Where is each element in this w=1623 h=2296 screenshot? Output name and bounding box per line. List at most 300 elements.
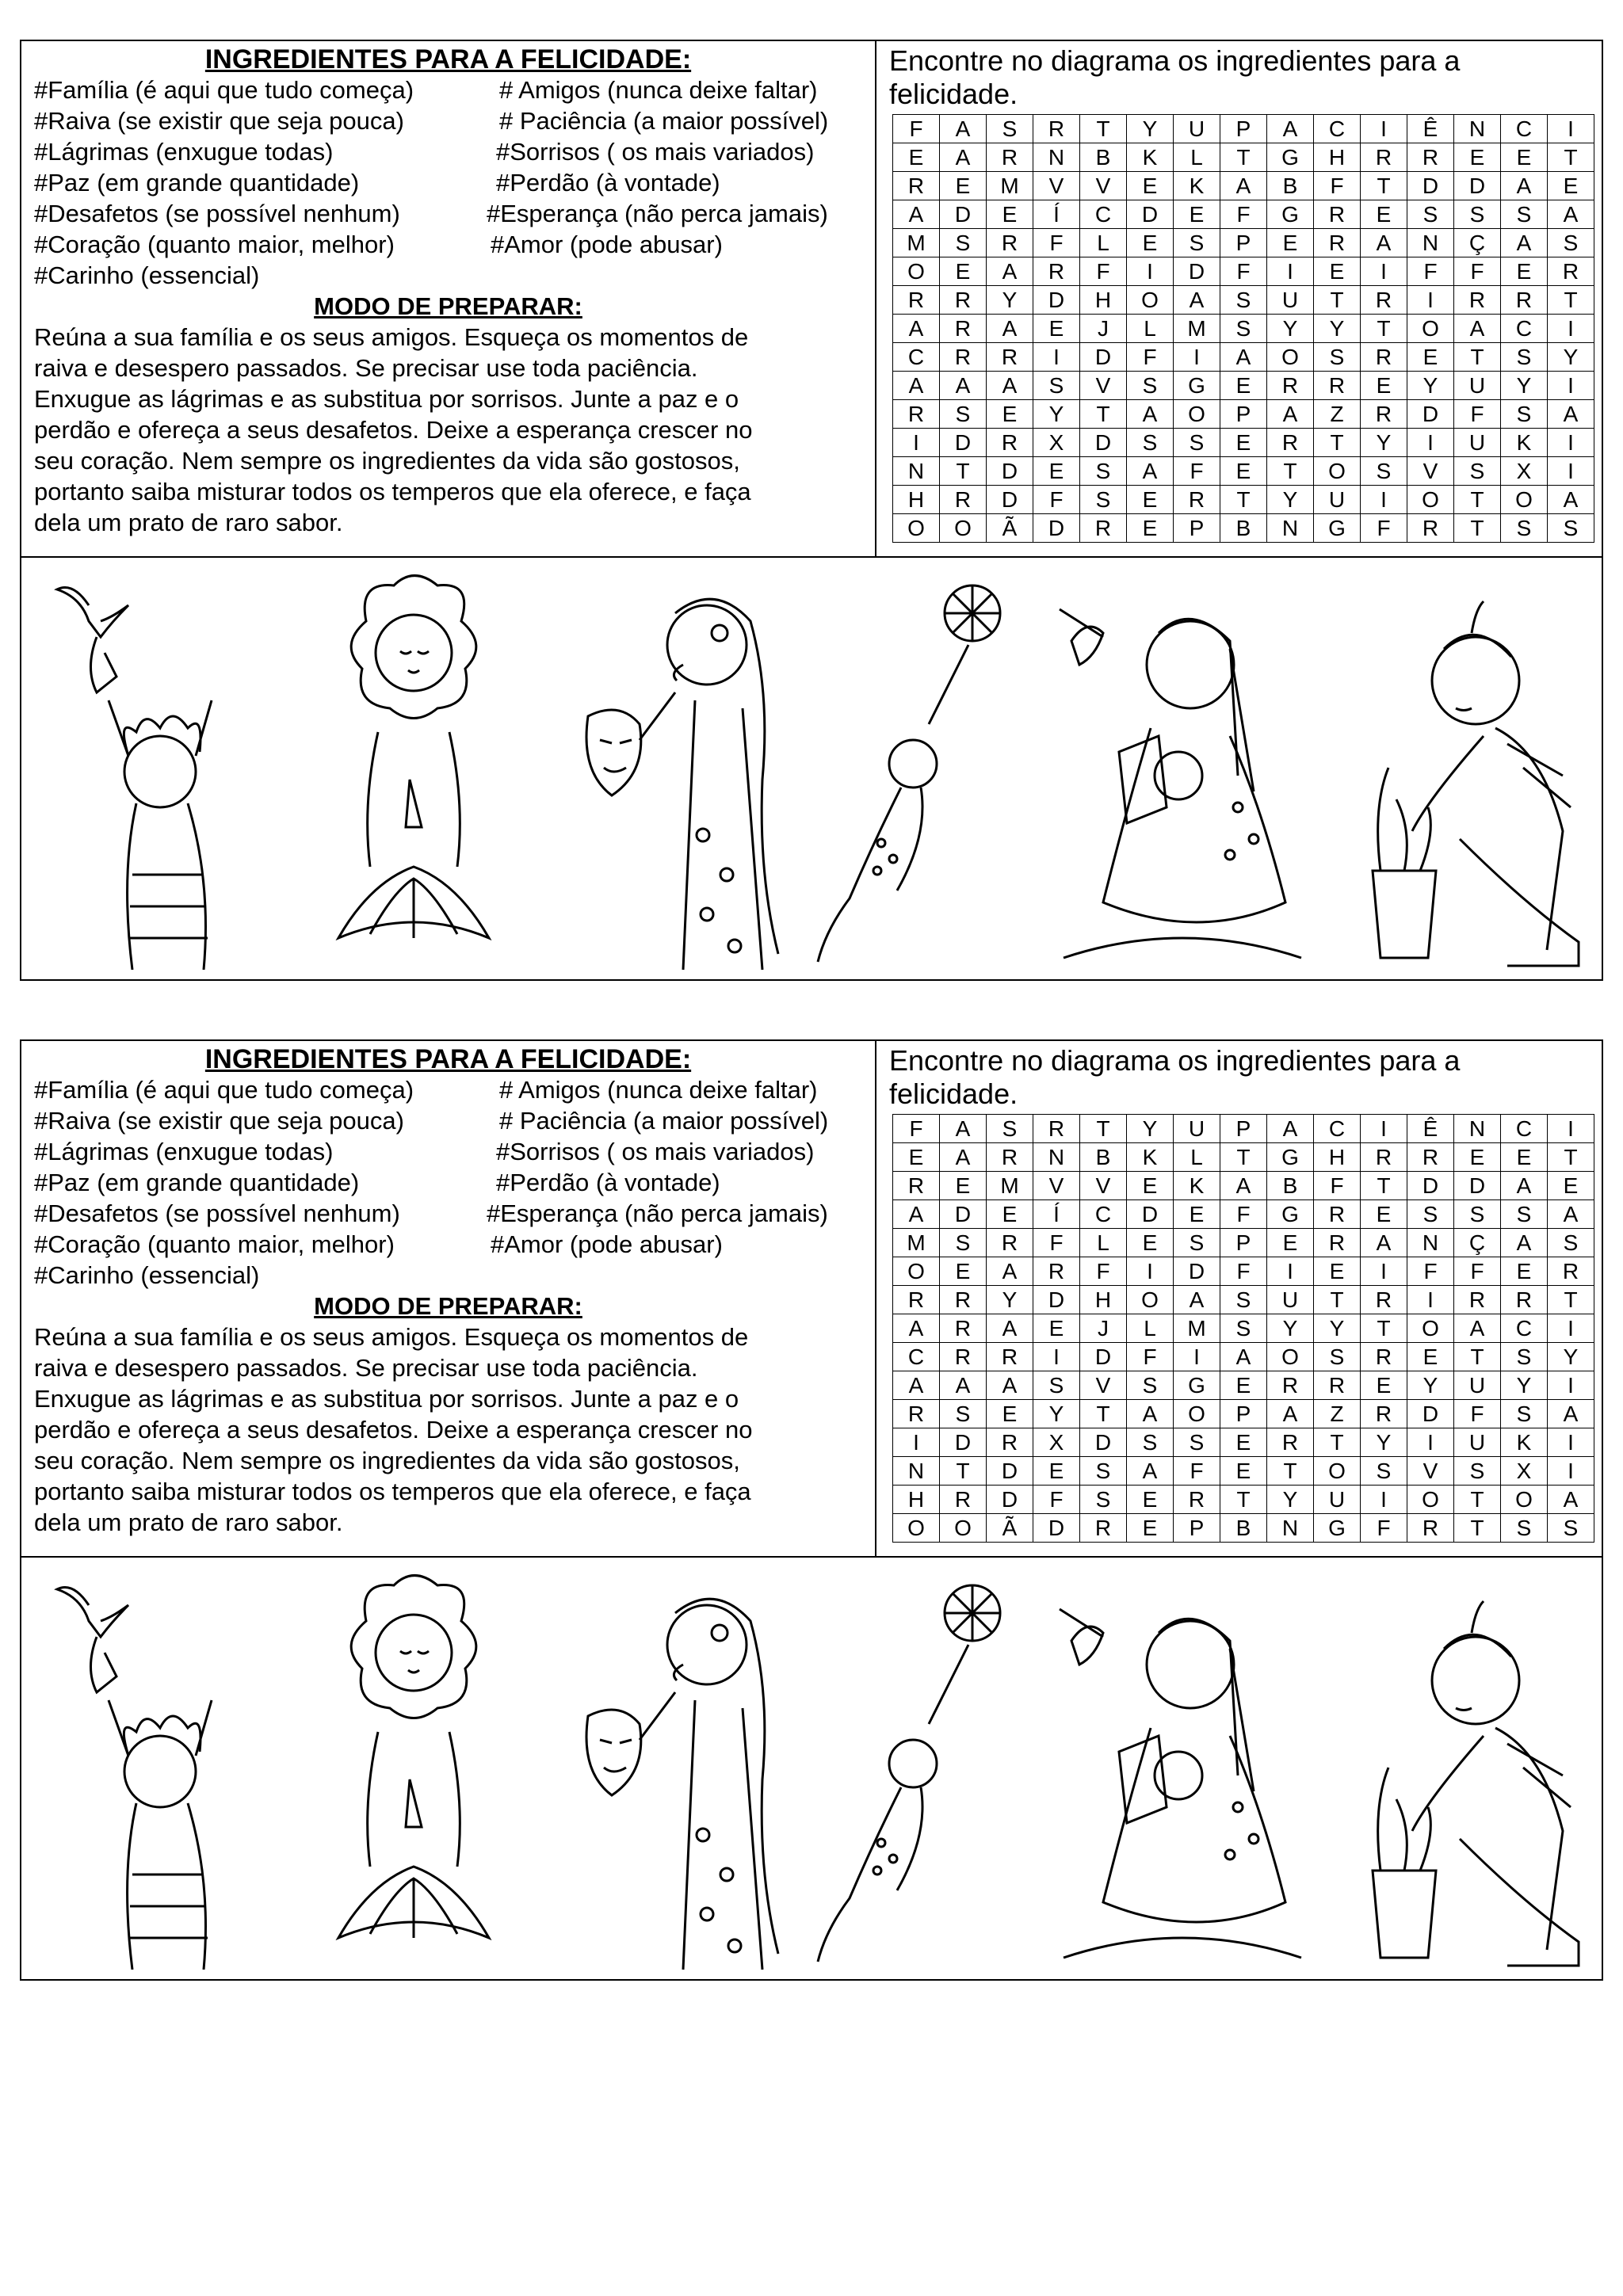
grid-cell: S	[1220, 1286, 1267, 1314]
preparation-line: raiva e desespero passados. Se precisar use toda paciência.	[34, 354, 698, 382]
grid-cell: A	[1501, 1229, 1548, 1257]
grid-cell: S	[1174, 429, 1220, 457]
grid-cell: R	[1314, 372, 1361, 400]
grid-cell: R	[1314, 229, 1361, 257]
grid-cell: C	[893, 343, 940, 372]
activity-card-2	[20, 1039, 1603, 1981]
grid-cell: O	[1267, 343, 1314, 372]
ingredients-list	[34, 74, 875, 289]
grid-cell: K	[1174, 1172, 1220, 1200]
grid-cell: D	[1407, 1400, 1454, 1428]
preparation-line: Enxugue as lágrimas e as substitua por sorrisos. Junte a paz e o	[34, 385, 739, 413]
grid-cell: A	[940, 115, 987, 143]
grid-cell: E	[1127, 514, 1174, 543]
grid-cell: A	[893, 1314, 940, 1343]
word-search-instructions	[889, 44, 1602, 111]
grid-cell: C	[1080, 200, 1127, 229]
grid-cell: F	[1033, 229, 1080, 257]
instruction-line: felicidade.	[889, 1077, 1018, 1110]
grid-row	[893, 372, 1594, 400]
grid-cell: S	[1314, 1343, 1361, 1371]
grid-cell: Y	[987, 1286, 1033, 1314]
grid-cell: A	[987, 372, 1033, 400]
grid-cell: Y	[1548, 1343, 1594, 1371]
grid-cell: E	[1033, 1314, 1080, 1343]
grid-row	[893, 1400, 1594, 1428]
grid-cell: E	[1127, 229, 1174, 257]
grid-cell: R	[1407, 514, 1454, 543]
grid-cell: C	[1314, 1115, 1361, 1143]
grid-cell: C	[1501, 1314, 1548, 1343]
ingredients-list	[34, 1074, 875, 1289]
grid-cell: E	[1127, 1229, 1174, 1257]
grid-cell: A	[1548, 486, 1594, 514]
ingredient-familia: #Família (é aqui que tudo começa)	[34, 76, 414, 104]
grid-cell: D	[1127, 200, 1174, 229]
grid-cell: Y	[1361, 1428, 1407, 1457]
grid-cell: P	[1220, 115, 1267, 143]
woman-with-dandelion-illustration	[802, 574, 1032, 978]
grid-cell: R	[1361, 286, 1407, 315]
grid-cell: L	[1080, 1229, 1127, 1257]
grid-cell: Y	[1033, 1400, 1080, 1428]
grid-row	[893, 1486, 1594, 1514]
card-top-section	[21, 1041, 1602, 1558]
grid-cell: Í	[1033, 200, 1080, 229]
grid-cell: A	[1454, 315, 1501, 343]
grid-cell: S	[1174, 1229, 1220, 1257]
grid-cell: V	[1080, 1371, 1127, 1400]
grid-cell: Ê	[1407, 1115, 1454, 1143]
grid-cell: Y	[1501, 372, 1548, 400]
grid-cell: A	[893, 315, 940, 343]
grid-cell: E	[1127, 1172, 1174, 1200]
grid-cell: O	[940, 514, 987, 543]
grid-cell: K	[1127, 1143, 1174, 1172]
grid-cell: A	[1174, 1286, 1220, 1314]
grid-cell: P	[1174, 514, 1220, 543]
grid-cell: Ê	[1407, 115, 1454, 143]
grid-cell: B	[1267, 1172, 1314, 1200]
grid-cell: O	[1314, 457, 1361, 486]
grid-cell: S	[1080, 457, 1127, 486]
grid-cell: P	[1174, 1514, 1220, 1543]
grid-cell: M	[987, 172, 1033, 200]
grid-row	[893, 1257, 1594, 1286]
grid-cell: Y	[1127, 115, 1174, 143]
grid-cell: R	[1361, 1143, 1407, 1172]
grid-cell: F	[1220, 200, 1267, 229]
grid-row	[893, 486, 1594, 514]
illustration-strip	[21, 558, 1602, 979]
grid-cell: A	[1501, 229, 1548, 257]
grid-cell: V	[1080, 172, 1127, 200]
grid-cell: S	[1548, 1229, 1594, 1257]
grid-cell: S	[1220, 315, 1267, 343]
grid-cell: I	[1548, 315, 1594, 343]
grid-row	[893, 1428, 1594, 1457]
grid-cell: E	[1220, 429, 1267, 457]
preparation-line: Enxugue as lágrimas e as substitua por sorrisos. Junte a paz e o	[34, 1385, 739, 1413]
grid-cell: R	[940, 315, 987, 343]
grid-cell: T	[1220, 1143, 1267, 1172]
ingredient-perdao: #Perdão (à vontade)	[496, 1169, 720, 1196]
grid-cell: R	[1548, 1257, 1594, 1286]
grid-cell: B	[1220, 514, 1267, 543]
grid-cell: R	[893, 1286, 940, 1314]
grid-cell: A	[1548, 200, 1594, 229]
grid-cell: R	[893, 1400, 940, 1428]
grid-cell: E	[1174, 1200, 1220, 1229]
grid-cell: S	[1033, 1371, 1080, 1400]
grid-cell: S	[1548, 229, 1594, 257]
grid-cell: Ã	[987, 514, 1033, 543]
illustration-strip	[21, 1558, 1602, 1979]
grid-cell: X	[1501, 457, 1548, 486]
grid-cell: E	[1174, 200, 1220, 229]
ingredient-amor: #Amor (pode abusar)	[491, 231, 723, 258]
grid-cell: C	[893, 1343, 940, 1371]
grid-cell: F	[1407, 1257, 1454, 1286]
grid-cell: R	[987, 1229, 1033, 1257]
grid-row	[893, 1343, 1594, 1371]
grid-cell: A	[893, 372, 940, 400]
grid-cell: C	[1501, 1115, 1548, 1143]
recipe-panel	[21, 1041, 876, 1556]
grid-cell: R	[987, 343, 1033, 372]
grid-cell: F	[1220, 1200, 1267, 1229]
ingredient-amigos: # Amigos (nunca deixe faltar)	[499, 76, 818, 104]
grid-cell: U	[1454, 372, 1501, 400]
grid-cell: Í	[1033, 1200, 1080, 1229]
preparation-line: seu coração. Nem sempre os ingredientes da vida são gostosos,	[34, 447, 740, 475]
grid-cell: K	[1501, 429, 1548, 457]
grid-cell: I	[1361, 1486, 1407, 1514]
grid-cell: C	[1501, 115, 1548, 143]
grid-cell: A	[1501, 1172, 1548, 1200]
grid-cell: R	[940, 286, 987, 315]
grid-cell: A	[1174, 286, 1220, 315]
grid-cell: B	[1080, 1143, 1127, 1172]
grid-cell: C	[1314, 115, 1361, 143]
grid-cell: N	[1407, 1229, 1454, 1257]
grid-cell: Y	[1033, 400, 1080, 429]
grid-cell: J	[1080, 1314, 1127, 1343]
grid-cell: Y	[1314, 1314, 1361, 1343]
grid-cell: I	[1033, 1343, 1080, 1371]
ingredient-sorrisos: #Sorrisos ( os mais variados)	[496, 138, 815, 166]
grid-cell: F	[1174, 1457, 1220, 1486]
grid-cell: A	[1127, 457, 1174, 486]
grid-cell: T	[1080, 1400, 1127, 1428]
grid-row	[893, 1286, 1594, 1314]
grid-cell: I	[1548, 429, 1594, 457]
grid-cell: D	[940, 429, 987, 457]
grid-cell: I	[893, 1428, 940, 1457]
grid-cell: F	[1454, 1257, 1501, 1286]
grid-cell: S	[1407, 200, 1454, 229]
grid-cell: G	[1267, 1200, 1314, 1229]
grid-cell: U	[1454, 429, 1501, 457]
grid-cell: R	[1033, 257, 1080, 286]
grid-cell: R	[1174, 486, 1220, 514]
grid-cell: I	[1361, 486, 1407, 514]
grid-cell: D	[1033, 514, 1080, 543]
grid-cell: R	[1314, 1229, 1361, 1257]
grid-cell: N	[893, 457, 940, 486]
grid-cell: A	[1220, 343, 1267, 372]
grid-cell: F	[893, 115, 940, 143]
grid-cell: D	[940, 200, 987, 229]
woman-gardening-illustration	[1325, 1569, 1594, 1978]
grid-cell: N	[1407, 229, 1454, 257]
grid-cell: S	[940, 1400, 987, 1428]
grid-cell: O	[893, 514, 940, 543]
grid-cell: A	[893, 200, 940, 229]
grid-cell: S	[1127, 372, 1174, 400]
grid-cell: T	[1454, 1343, 1501, 1371]
grid-cell: I	[1548, 1457, 1594, 1486]
grid-cell: A	[1548, 1200, 1594, 1229]
grid-cell: D	[1407, 172, 1454, 200]
woman-with-dandelion-illustration	[802, 1573, 1032, 1978]
grid-cell: E	[1361, 1200, 1407, 1229]
grid-cell: E	[940, 1172, 987, 1200]
grid-cell: N	[1033, 1143, 1080, 1172]
grid-cell: Y	[1267, 315, 1314, 343]
grid-cell: D	[987, 1457, 1033, 1486]
grid-cell: K	[1127, 143, 1174, 172]
grid-cell: S	[1220, 286, 1267, 315]
grid-cell: K	[1501, 1428, 1548, 1457]
grid-cell: O	[1127, 286, 1174, 315]
grid-cell: D	[987, 486, 1033, 514]
grid-cell: E	[1454, 1143, 1501, 1172]
grid-cell: R	[1174, 1486, 1220, 1514]
grid-cell: S	[1454, 457, 1501, 486]
grid-cell: A	[893, 1200, 940, 1229]
ingredient-raiva: #Raiva (se existir que seja pouca)	[34, 1107, 404, 1135]
preparation-text	[34, 1322, 858, 1538]
grid-row	[893, 172, 1594, 200]
grid-cell: R	[1407, 1514, 1454, 1543]
grid-cell: A	[940, 1143, 987, 1172]
grid-cell: T	[1314, 1286, 1361, 1314]
grid-cell: P	[1220, 1115, 1267, 1143]
grid-cell: E	[940, 1257, 987, 1286]
grid-cell: M	[1174, 1314, 1220, 1343]
grid-cell: E	[1127, 1486, 1174, 1514]
grid-cell: G	[1267, 1143, 1314, 1172]
grid-cell: A	[987, 1314, 1033, 1343]
grid-cell: D	[987, 457, 1033, 486]
ingredient-amor: #Amor (pode abusar)	[491, 1230, 723, 1258]
grid-cell: O	[1267, 1343, 1314, 1371]
grid-cell: E	[1501, 1143, 1548, 1172]
ingredient-lagrimas: #Lágrimas (enxugue todas)	[34, 138, 334, 166]
preparation-line: Reúna a sua família e os seus amigos. Esqueça os momentos de	[34, 1323, 749, 1351]
grid-cell: I	[1407, 429, 1454, 457]
grid-cell: R	[1501, 286, 1548, 315]
grid-cell: D	[1454, 1172, 1501, 1200]
ingredient-carinho: #Carinho (essencial)	[34, 261, 260, 289]
grid-row	[893, 115, 1594, 143]
recipe-title: INGREDIENTES PARA A FELICIDADE:	[204, 1044, 692, 1074]
grid-cell: F	[1033, 486, 1080, 514]
grid-cell: Ç	[1454, 229, 1501, 257]
grid-cell: E	[1267, 1229, 1314, 1257]
grid-cell: M	[893, 1229, 940, 1257]
grid-cell: F	[1080, 1257, 1127, 1286]
grid-cell: T	[1548, 286, 1594, 315]
grid-cell: V	[1080, 372, 1127, 400]
grid-cell: T	[1080, 1115, 1127, 1143]
card-top-section	[21, 41, 1602, 558]
grid-cell: F	[1361, 1514, 1407, 1543]
grid-cell: S	[940, 400, 987, 429]
grid-cell: R	[893, 1172, 940, 1200]
grid-cell: T	[940, 1457, 987, 1486]
grid-cell: S	[1407, 1200, 1454, 1229]
grid-cell: S	[1314, 343, 1361, 372]
grid-cell: Y	[1548, 343, 1594, 372]
ingredient-coracao: #Coração (quanto maior, melhor)	[34, 231, 395, 258]
word-search-panel	[876, 1041, 1602, 1556]
grid-cell: J	[1080, 315, 1127, 343]
grid-cell: D	[1080, 1343, 1127, 1371]
ingredient-paciencia: # Paciência (a maior possível)	[499, 107, 829, 135]
grid-cell: R	[1314, 1200, 1361, 1229]
grid-cell: A	[1548, 400, 1594, 429]
grid-cell: S	[1548, 514, 1594, 543]
activity-card-1	[20, 40, 1603, 981]
grid-cell: N	[1033, 143, 1080, 172]
grid-cell: H	[1080, 1286, 1127, 1314]
word-search-instructions	[889, 1044, 1602, 1111]
grid-cell: X	[1501, 1457, 1548, 1486]
grid-cell: N	[1454, 115, 1501, 143]
grid-cell: R	[940, 1343, 987, 1371]
grid-cell: S	[1501, 1343, 1548, 1371]
grid-cell: F	[893, 1115, 940, 1143]
grid-cell: S	[987, 1115, 1033, 1143]
grid-cell: S	[1080, 486, 1127, 514]
grid-cell: R	[940, 1486, 987, 1514]
grid-cell: F	[1033, 1486, 1080, 1514]
grid-cell: F	[1127, 1343, 1174, 1371]
grid-cell: R	[1361, 1400, 1407, 1428]
grid-cell: S	[940, 1229, 987, 1257]
grid-cell: L	[1080, 229, 1127, 257]
grid-cell: L	[1127, 1314, 1174, 1343]
mother-reading-to-child-illustration	[1040, 1569, 1325, 1978]
grid-cell: F	[1407, 257, 1454, 286]
ingredient-esperanca: #Esperança (não perca jamais)	[487, 200, 828, 227]
ingredient-desafetos: #Desafetos (se possível nenhum)	[34, 1199, 400, 1227]
grid-cell: V	[1407, 457, 1454, 486]
ingredient-amigos: # Amigos (nunca deixe faltar)	[499, 1076, 818, 1104]
grid-cell: T	[1220, 1486, 1267, 1514]
ingredient-familia: #Família (é aqui que tudo começa)	[34, 1076, 414, 1104]
grid-cell: D	[940, 1200, 987, 1229]
grid-cell: A	[1220, 1343, 1267, 1371]
grid-row	[893, 457, 1594, 486]
grid-cell: O	[1314, 1457, 1361, 1486]
grid-cell: S	[1501, 1200, 1548, 1229]
grid-cell: T	[1080, 115, 1127, 143]
grid-cell: I	[893, 429, 940, 457]
grid-cell: E	[1127, 486, 1174, 514]
grid-cell: I	[1361, 115, 1407, 143]
instruction-line: felicidade.	[889, 78, 1018, 110]
word-search-grid	[892, 114, 1594, 543]
grid-cell: I	[1407, 286, 1454, 315]
grid-cell: K	[1174, 172, 1220, 200]
grid-cell: E	[1220, 372, 1267, 400]
grid-cell: L	[1174, 143, 1220, 172]
grid-cell: I	[1127, 1257, 1174, 1286]
grid-cell: A	[940, 372, 987, 400]
grid-cell: H	[893, 486, 940, 514]
grid-cell: I	[1361, 257, 1407, 286]
grid-cell: T	[1454, 343, 1501, 372]
grid-cell: F	[1080, 257, 1127, 286]
grid-cell: O	[1407, 315, 1454, 343]
grid-cell: E	[987, 200, 1033, 229]
grid-cell: R	[1407, 1143, 1454, 1172]
grid-cell: Y	[1267, 1314, 1314, 1343]
grid-cell: E	[1361, 372, 1407, 400]
grid-cell: E	[1314, 1257, 1361, 1286]
grid-cell: G	[1174, 1371, 1220, 1400]
grid-cell: R	[1267, 1371, 1314, 1400]
grid-cell: I	[1174, 1343, 1220, 1371]
grid-cell: E	[1220, 457, 1267, 486]
grid-cell: G	[1314, 514, 1361, 543]
grid-cell: B	[1267, 172, 1314, 200]
grid-cell: R	[1361, 1286, 1407, 1314]
grid-cell: D	[1033, 1286, 1080, 1314]
grid-cell: R	[1267, 372, 1314, 400]
grid-cell: O	[1174, 1400, 1220, 1428]
grid-cell: A	[940, 1115, 987, 1143]
grid-cell: M	[987, 1172, 1033, 1200]
grid-cell: R	[1080, 514, 1127, 543]
grid-cell: G	[1174, 372, 1220, 400]
grid-cell: S	[1501, 514, 1548, 543]
grid-cell: E	[1548, 172, 1594, 200]
grid-cell: R	[1407, 143, 1454, 172]
grid-cell: T	[1548, 143, 1594, 172]
grid-cell: T	[1548, 1143, 1594, 1172]
instruction-line: Encontre no diagrama os ingredientes para a	[889, 1044, 1461, 1077]
grid-cell: A	[1127, 1400, 1174, 1428]
grid-cell: O	[1407, 1314, 1454, 1343]
grid-cell: O	[893, 257, 940, 286]
grid-cell: R	[1267, 1428, 1314, 1457]
grid-cell: O	[1407, 1486, 1454, 1514]
grid-cell: E	[1267, 229, 1314, 257]
grid-cell: L	[1127, 315, 1174, 343]
grid-cell: I	[1548, 1314, 1594, 1343]
grid-cell: E	[1501, 1257, 1548, 1286]
grid-cell: U	[1314, 1486, 1361, 1514]
grid-cell: A	[1501, 172, 1548, 200]
grid-cell: R	[987, 429, 1033, 457]
woman-with-lotus-illustration	[291, 1566, 537, 1974]
grid-cell: Y	[1361, 429, 1407, 457]
grid-cell: D	[1454, 172, 1501, 200]
